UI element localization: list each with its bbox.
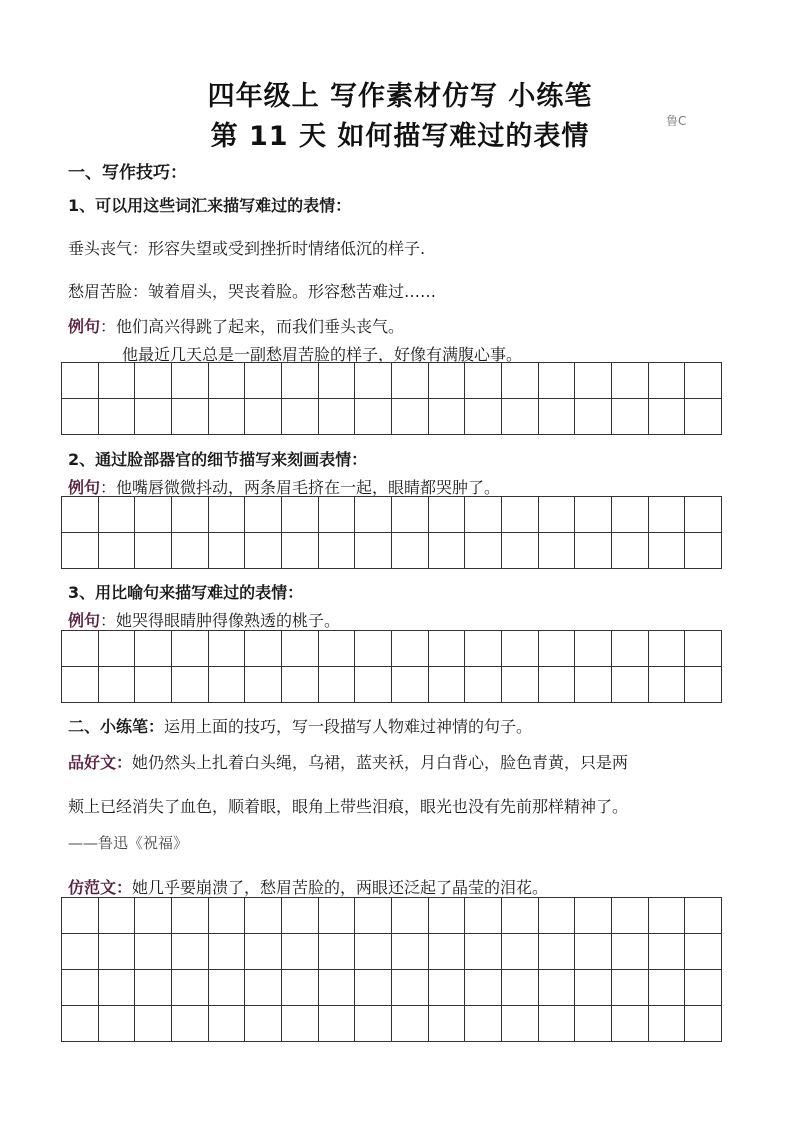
grid-cell[interactable] xyxy=(209,533,246,569)
grid-cell[interactable] xyxy=(612,399,649,435)
grid-cell[interactable] xyxy=(355,399,392,435)
grid-cell[interactable] xyxy=(392,934,429,970)
grid-cell[interactable] xyxy=(575,898,612,934)
grid-cell[interactable] xyxy=(465,399,502,435)
grid-cell[interactable] xyxy=(465,667,502,703)
example-sentence-2: 他最近几天总是一副愁眉苦脸的样子，好像有满腹心事。 xyxy=(122,345,523,364)
grid-cell[interactable] xyxy=(282,399,319,435)
grid-cell[interactable] xyxy=(209,970,246,1006)
imitation-label: 仿范文： xyxy=(68,878,133,897)
grid-cell[interactable] xyxy=(575,533,612,569)
grid-cell[interactable] xyxy=(135,970,172,1006)
grid-cell[interactable] xyxy=(685,363,722,399)
grid-cell[interactable] xyxy=(99,1006,136,1042)
grid-cell[interactable] xyxy=(502,399,539,435)
grid-cell[interactable] xyxy=(99,399,136,435)
grid-cell[interactable] xyxy=(135,533,172,569)
grid-cell[interactable] xyxy=(172,898,209,934)
grid-cell[interactable] xyxy=(245,533,282,569)
grid-cell[interactable] xyxy=(685,497,722,533)
grid-cell[interactable] xyxy=(319,631,356,667)
grid-cell[interactable] xyxy=(502,934,539,970)
grid-cell[interactable] xyxy=(392,399,429,435)
grid-cell[interactable] xyxy=(649,1006,686,1042)
grid-cell[interactable] xyxy=(465,970,502,1006)
grid-cell[interactable] xyxy=(172,631,209,667)
grid-cell[interactable] xyxy=(612,1006,649,1042)
grid-cell[interactable] xyxy=(502,1006,539,1042)
grid-cell[interactable] xyxy=(319,533,356,569)
grid-cell[interactable] xyxy=(392,363,429,399)
grid-cell[interactable] xyxy=(355,1006,392,1042)
grid-cell[interactable] xyxy=(429,934,466,970)
grid-cell[interactable] xyxy=(282,497,319,533)
grid-cell[interactable] xyxy=(502,631,539,667)
grid-cell[interactable] xyxy=(135,898,172,934)
grid-cell[interactable] xyxy=(575,970,612,1006)
grid-cell[interactable] xyxy=(649,667,686,703)
grid-cell[interactable] xyxy=(355,533,392,569)
grid-cell[interactable] xyxy=(282,934,319,970)
vocab-item-2: 愁眉苦脸：皱着眉头，哭丧着脸。形容愁苦难过…… xyxy=(68,282,437,301)
grid-cell[interactable] xyxy=(209,399,246,435)
grid-cell[interactable] xyxy=(172,363,209,399)
grid-cell[interactable] xyxy=(649,533,686,569)
grid-cell[interactable] xyxy=(355,898,392,934)
example-label: 例句 xyxy=(68,611,101,630)
grid-cell[interactable] xyxy=(319,363,356,399)
grid-cell[interactable] xyxy=(209,934,246,970)
grid-cell[interactable] xyxy=(135,497,172,533)
grid-cell[interactable] xyxy=(209,1006,246,1042)
model-label: 品好文： xyxy=(68,753,133,772)
grid-cell[interactable] xyxy=(392,667,429,703)
practice-instruction xyxy=(68,714,532,737)
grid-cell[interactable] xyxy=(172,399,209,435)
grid-cell[interactable] xyxy=(62,363,99,399)
grid-cell[interactable] xyxy=(649,363,686,399)
grid-cell[interactable] xyxy=(685,934,722,970)
grid-cell[interactable] xyxy=(575,497,612,533)
grid-cell[interactable] xyxy=(539,970,576,1006)
grid-cell[interactable] xyxy=(62,533,99,569)
grid-cell[interactable] xyxy=(319,667,356,703)
grid-cell[interactable] xyxy=(539,667,576,703)
grid-cell[interactable] xyxy=(172,497,209,533)
example-text: ：他嘴唇微微抖动，两条眉毛挤在一起，眼睛都哭肿了。 xyxy=(100,478,501,497)
grid-cell[interactable] xyxy=(282,363,319,399)
grid-cell[interactable] xyxy=(685,631,722,667)
grid-cell[interactable] xyxy=(62,970,99,1006)
grid-cell[interactable] xyxy=(465,1006,502,1042)
grid-cell[interactable] xyxy=(502,898,539,934)
practice-label: 二、小练笔： xyxy=(68,717,165,736)
grid-cell[interactable] xyxy=(429,631,466,667)
section-heading-techniques: 一、写作技巧： xyxy=(68,163,187,183)
grid-cell[interactable] xyxy=(282,631,319,667)
imitation-text: 她几乎要崩溃了，愁眉苦脸的，两眼还泛起了晶莹的泪花。 xyxy=(132,878,549,897)
grid-cell[interactable] xyxy=(62,667,99,703)
grid-cell[interactable] xyxy=(429,363,466,399)
grid-cell[interactable] xyxy=(612,533,649,569)
grid-cell[interactable] xyxy=(319,970,356,1006)
grid-cell[interactable] xyxy=(539,631,576,667)
grid-cell[interactable] xyxy=(62,631,99,667)
grid-cell[interactable] xyxy=(355,497,392,533)
grid-cell[interactable] xyxy=(282,898,319,934)
grid-cell[interactable] xyxy=(245,898,282,934)
grid-cell[interactable] xyxy=(575,934,612,970)
grid-cell[interactable] xyxy=(135,399,172,435)
technique-3-heading: 3、用比喻句来描写难过的表情： xyxy=(68,583,304,602)
grid-cell[interactable] xyxy=(539,934,576,970)
grid-cell[interactable] xyxy=(429,497,466,533)
grid-cell[interactable] xyxy=(99,898,136,934)
grid-cell[interactable] xyxy=(612,363,649,399)
grid-cell[interactable] xyxy=(209,497,246,533)
example-label: 例句 xyxy=(68,478,101,497)
grid-cell[interactable] xyxy=(99,533,136,569)
grid-cell[interactable] xyxy=(99,631,136,667)
grid-cell[interactable] xyxy=(209,898,246,934)
grid-cell[interactable] xyxy=(355,363,392,399)
grid-cell[interactable] xyxy=(612,898,649,934)
grid-cell[interactable] xyxy=(319,1006,356,1042)
grid-cell[interactable] xyxy=(282,970,319,1006)
grid-cell[interactable] xyxy=(575,399,612,435)
grid-cell[interactable] xyxy=(429,898,466,934)
grid-cell[interactable] xyxy=(209,631,246,667)
grid-cell[interactable] xyxy=(355,667,392,703)
imitation-sentence xyxy=(68,875,548,898)
grid-cell[interactable] xyxy=(99,970,136,1006)
grid-cell[interactable] xyxy=(685,533,722,569)
grid-cell[interactable] xyxy=(282,533,319,569)
grid-cell[interactable] xyxy=(649,898,686,934)
grid-cell[interactable] xyxy=(465,631,502,667)
grid-cell[interactable] xyxy=(539,898,576,934)
grid-cell[interactable] xyxy=(355,631,392,667)
grid-cell[interactable] xyxy=(539,1006,576,1042)
grid-cell[interactable] xyxy=(465,898,502,934)
grid-cell[interactable] xyxy=(612,667,649,703)
grid-cell[interactable] xyxy=(245,970,282,1006)
grid-cell[interactable] xyxy=(502,533,539,569)
writing-grid-4[interactable] xyxy=(61,897,722,1042)
grid-cell[interactable] xyxy=(685,667,722,703)
grid-cell[interactable] xyxy=(685,898,722,934)
grid-cell[interactable] xyxy=(355,970,392,1006)
grid-cell[interactable] xyxy=(649,934,686,970)
writing-grid-3[interactable] xyxy=(61,630,722,703)
grid-cell[interactable] xyxy=(62,399,99,435)
grid-cell[interactable] xyxy=(135,631,172,667)
grid-cell[interactable] xyxy=(429,970,466,1006)
grid-cell[interactable] xyxy=(612,631,649,667)
grid-cell[interactable] xyxy=(245,497,282,533)
grid-cell[interactable] xyxy=(392,898,429,934)
grid-cell[interactable] xyxy=(99,363,136,399)
grid-cell[interactable] xyxy=(172,667,209,703)
grid-cell[interactable] xyxy=(502,970,539,1006)
quote-source: ——鲁迅《祝福》 xyxy=(68,834,189,852)
grid-cell[interactable] xyxy=(392,970,429,1006)
grid-cell[interactable] xyxy=(62,898,99,934)
grid-cell[interactable] xyxy=(99,497,136,533)
grid-cell[interactable] xyxy=(429,399,466,435)
grid-cell[interactable] xyxy=(612,970,649,1006)
grid-cell[interactable] xyxy=(62,497,99,533)
grid-cell[interactable] xyxy=(685,970,722,1006)
grid-cell[interactable] xyxy=(649,497,686,533)
grid-cell[interactable] xyxy=(685,399,722,435)
grid-cell[interactable] xyxy=(465,934,502,970)
grid-cell[interactable] xyxy=(99,934,136,970)
example-label: 例句 xyxy=(68,317,101,336)
grid-cell[interactable] xyxy=(502,667,539,703)
grid-cell[interactable] xyxy=(282,1006,319,1042)
example-sentence-3 xyxy=(68,475,500,498)
grid-cell[interactable] xyxy=(392,1006,429,1042)
model-text: 她仍然头上扎着白头绳，乌裙，蓝夹袄，月白背心，脸色青黄，只是两 xyxy=(132,753,629,772)
grid-cell[interactable] xyxy=(502,363,539,399)
example-sentence-1 xyxy=(68,314,404,337)
practice-text: 运用上面的技巧，写一段描写人物难过神情的句子。 xyxy=(164,717,533,736)
grid-cell[interactable] xyxy=(245,934,282,970)
grid-cell[interactable] xyxy=(319,399,356,435)
grid-cell[interactable] xyxy=(429,533,466,569)
grid-cell[interactable] xyxy=(612,934,649,970)
grid-cell[interactable] xyxy=(135,667,172,703)
grid-cell[interactable] xyxy=(429,1006,466,1042)
grid-cell[interactable] xyxy=(172,970,209,1006)
worksheet-subtitle: 第 11 天 如何描写难过的表情 xyxy=(210,121,590,152)
grid-cell[interactable] xyxy=(685,1006,722,1042)
grid-cell[interactable] xyxy=(575,667,612,703)
grid-cell[interactable] xyxy=(539,533,576,569)
grid-cell[interactable] xyxy=(135,363,172,399)
example-sentence-4 xyxy=(68,608,340,631)
grid-cell[interactable] xyxy=(245,399,282,435)
grid-cell[interactable] xyxy=(392,631,429,667)
grid-cell[interactable] xyxy=(612,497,649,533)
technique-2-heading: 2、通过脸部器官的细节描写来刻画表情： xyxy=(68,450,368,469)
grid-cell[interactable] xyxy=(575,363,612,399)
grid-cell[interactable] xyxy=(99,667,136,703)
grid-cell[interactable] xyxy=(649,399,686,435)
grid-cell[interactable] xyxy=(62,934,99,970)
grid-cell[interactable] xyxy=(245,363,282,399)
grid-cell[interactable] xyxy=(172,1006,209,1042)
model-text-line-2: 颊上已经消失了血色，顺着眼，眼角上带些泪痕，眼光也没有先前那样精神了。 xyxy=(68,797,629,816)
grid-cell[interactable] xyxy=(245,1006,282,1042)
grid-cell[interactable] xyxy=(649,970,686,1006)
grid-cell[interactable] xyxy=(245,631,282,667)
grid-cell[interactable] xyxy=(392,533,429,569)
grid-cell[interactable] xyxy=(172,934,209,970)
model-text-line-1 xyxy=(68,750,628,773)
grid-cell[interactable] xyxy=(465,533,502,569)
vocab-item-1: 垂头丧气：形容失望或受到挫折时情绪低沉的样子. xyxy=(68,239,426,258)
grid-cell[interactable] xyxy=(539,497,576,533)
grid-cell[interactable] xyxy=(245,667,282,703)
worksheet-title: 四年级上 写作素材仿写 小练笔 xyxy=(207,81,593,112)
grid-cell[interactable] xyxy=(502,497,539,533)
grid-cell[interactable] xyxy=(62,1006,99,1042)
grid-cell[interactable] xyxy=(465,363,502,399)
grid-cell[interactable] xyxy=(465,497,502,533)
grid-cell[interactable] xyxy=(539,399,576,435)
grid-cell[interactable] xyxy=(135,1006,172,1042)
writing-grid-2[interactable] xyxy=(61,496,722,569)
grid-cell[interactable] xyxy=(355,934,392,970)
stamp-mark: 鲁C xyxy=(666,114,687,128)
grid-cell[interactable] xyxy=(209,363,246,399)
grid-cell[interactable] xyxy=(319,934,356,970)
writing-grid-1[interactable] xyxy=(61,362,722,435)
grid-cell[interactable] xyxy=(649,631,686,667)
grid-cell[interactable] xyxy=(172,533,209,569)
grid-cell[interactable] xyxy=(539,363,576,399)
grid-cell[interactable] xyxy=(429,667,466,703)
grid-cell[interactable] xyxy=(575,631,612,667)
grid-cell[interactable] xyxy=(209,667,246,703)
grid-cell[interactable] xyxy=(319,898,356,934)
grid-cell[interactable] xyxy=(282,667,319,703)
technique-1-heading: 1、可以用这些词汇来描写难过的表情： xyxy=(68,196,352,215)
example-text: ：他们高兴得跳了起来，而我们垂头丧气。 xyxy=(100,317,405,336)
grid-cell[interactable] xyxy=(575,1006,612,1042)
example-text: ：她哭得眼睛肿得像熟透的桃子。 xyxy=(100,611,341,630)
grid-cell[interactable] xyxy=(319,497,356,533)
grid-cell[interactable] xyxy=(135,934,172,970)
grid-cell[interactable] xyxy=(392,497,429,533)
